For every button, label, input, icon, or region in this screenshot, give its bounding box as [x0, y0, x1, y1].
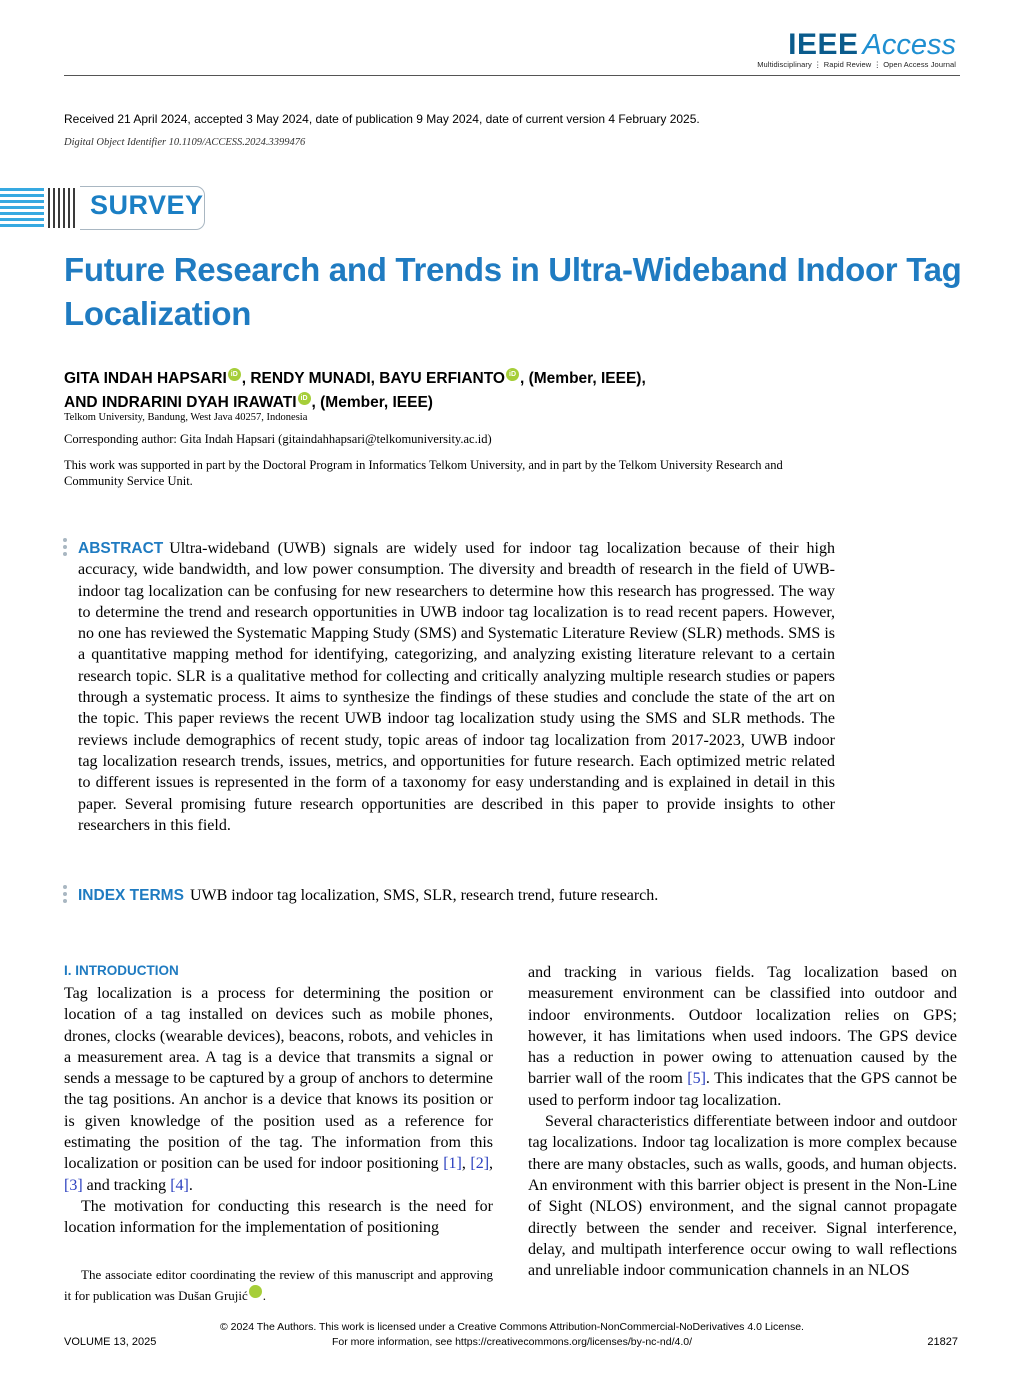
index-terms-dots-icon [63, 885, 69, 906]
paragraph [64, 983, 493, 1196]
journal-logo [706, 28, 956, 69]
paragraph: Several characteristics differentiate between indoor and outdoor tag localizations. Indoor tag localization is more complex because there are many obstacles, such as walls, goods, and human objects. An environment with this barrier object is present in the Non-Line of Sight (NLOS) environment, and the signal cannot propagate directly between the sender and receiver. Signal interference, delay, and multipath interference occur owing to wall reflections and unreliable indoor communication channels in an NLOS [528, 1113, 957, 1280]
orcid-icon[interactable]: iD [506, 368, 519, 381]
orcid-icon[interactable]: iD [228, 368, 241, 381]
left-column [64, 983, 493, 1239]
index-terms-text: UWB indoor tag localization, SMS, SLR, research trend, future research. [189, 887, 659, 904]
paragraph [528, 962, 957, 1111]
license-line: © 2024 The Authors. This work is licensed under a Creative Commons Attribution-NonCommercial-NoDerivatives 4.0 License. [220, 1321, 804, 1333]
authors-line-2 [64, 392, 433, 412]
author-membership: , (Member, IEEE) [311, 394, 433, 411]
orcid-icon[interactable]: iD [249, 1285, 262, 1298]
citation-link[interactable]: [2] [470, 1155, 490, 1173]
survey-badge-label: SURVEY [90, 190, 204, 220]
abstract-label: ABSTRACT [78, 540, 164, 557]
corresponding-author: Corresponding author: Gita Indah Hapsari (gitaindahhapsari@telkomuniversity.ac.id) [64, 432, 492, 446]
header-divider [64, 75, 960, 76]
paragraph-text: , [461, 1155, 471, 1173]
funding-note: This work was supported in part by the Doctoral Program in Informatics Telkom University, and in part by the Telkom University Research and Community Service Unit. [64, 458, 783, 488]
abstract [78, 538, 835, 836]
author-name: AND INDRARINI DYAH IRAWATI [64, 394, 297, 411]
citation-link[interactable]: [4] [170, 1176, 189, 1194]
author-name: GITA INDAH HAPSARI [64, 370, 227, 387]
paragraph-text: . This indicates that the GPS cannot be used to perform indoor tag localization. [528, 1070, 957, 1109]
editor-footnote [64, 1264, 493, 1306]
citation-link[interactable]: [5] [687, 1070, 706, 1088]
author-name: , RENDY MUNADI, BAYU ERFIANTO [241, 370, 505, 387]
right-column [528, 962, 957, 1281]
abstract-text: Ultra-wideband (UWB) signals are widely used for indoor tag localization because of their high accuracy, wide bandwidth, and low power consumption. The diversity and breadth of research in the field of UWB-indoor tag localization can be confusing for new researchers to determine how this research has progressed. The way to determine the trend and research opportunities in UWB indoor tag localization is to read recent papers. However, no one has reviewed the Systematic Mapping Study (SMS) and Systematic Literature Review (SLR) methods. SMS is a quantitative mapping method for identifying, categorizing, and analyzing existing literature relevant to a certain research topic. SLR is a qualitative method for collecting and critically analyzing multiple research studies or papers through a systematic process. It aims to synthesize the findings of these studies and conclude the state of the art on the topic. This paper reviews the recent UWB indoor tag localization study using the SMS and SLR methods. The reviews include demographics of recent study, topic areas of indoor tag localization from 2017-2023, UWB indoor tag localization research trends, issues, metrics, and opportunities for future research. Each optimized metric related to different issues is represented in the form of a taxonomy for easy understanding and is explained in detail in this paper. Several promising future research opportunities are described in this paper to provide insights to other researchers in this field. [78, 540, 835, 834]
index-terms [78, 885, 835, 907]
footnote-text: The associate editor coordinating the review of this manuscript and approving it for publication was Dušan Grujić [64, 1267, 493, 1303]
paragraph-text: Tag localization is a process for determining the position or location of a tag installed on devices such as mobile phones, drones, clocks (wearable devices), beacons, robots, and vehicles in a measurement area. A tag is a device that transmits a signal or sends a message to be captured by a group of anchors to determine the tag positions. An anchor is a device that knows its position or is given knowledge of the position used as a reference for estimating the position of the tag. The information from this localization or position can be used for indoor positioning [64, 985, 493, 1173]
license-link-line[interactable]: For more information, see https://creativecommons.org/licenses/by-nc-nd/4.0/ [331, 1336, 693, 1348]
citation-link[interactable]: [3] [64, 1176, 83, 1194]
logo-access: Access [862, 29, 956, 61]
index-terms-label: INDEX TERMS [78, 887, 184, 904]
paper-title: Future Research and Trends in Ultra-Wideband Indoor Tag Localization [64, 251, 962, 332]
affiliation: Telkom University, Bandung, West Java 40257, Indonesia [64, 412, 308, 423]
authors-line-1 [64, 368, 646, 388]
abstract-dots-icon [63, 538, 69, 559]
author-membership: , (Member, IEEE), [520, 370, 646, 387]
footnote-text: . [262, 1288, 267, 1303]
received-dates: Received 21 April 2024, accepted 3 May 2024, date of publication 9 May 2024, date of current version 4 February 2025. [64, 112, 700, 126]
paragraph-text: and tracking in various fields. Tag localization based on measurement environment can be classified into outdoor and indoor environments. Outdoor localization relies on GPS; however, it has limitations when used indoors. The GPS device has a reduction in power owing to attenuation caused by the barrier wall of the room [528, 964, 957, 1088]
section-heading: I. INTRODUCTION [64, 963, 179, 978]
orcid-icon[interactable]: iD [298, 392, 311, 405]
doi: Digital Object Identifier 10.1109/ACCESS.2024.3399476 [64, 137, 306, 148]
paragraph-text: and tracking [82, 1176, 171, 1194]
logo-tagline: Multidisciplinary ⋮ Rapid Review ⋮ Open Access Journal [757, 60, 956, 69]
paragraph-text: . [188, 1176, 193, 1194]
volume-label: VOLUME 13, 2025 [64, 1336, 157, 1348]
survey-stripes-icon [0, 186, 80, 230]
paragraph-text: , [489, 1155, 494, 1173]
citation-link[interactable]: [1] [443, 1155, 462, 1173]
paragraph: The motivation for conducting this research is the need for location information for the implementation of positioning [64, 1197, 493, 1237]
page-number: 21827 [927, 1336, 958, 1348]
logo-ieee: IEEE [788, 28, 859, 61]
